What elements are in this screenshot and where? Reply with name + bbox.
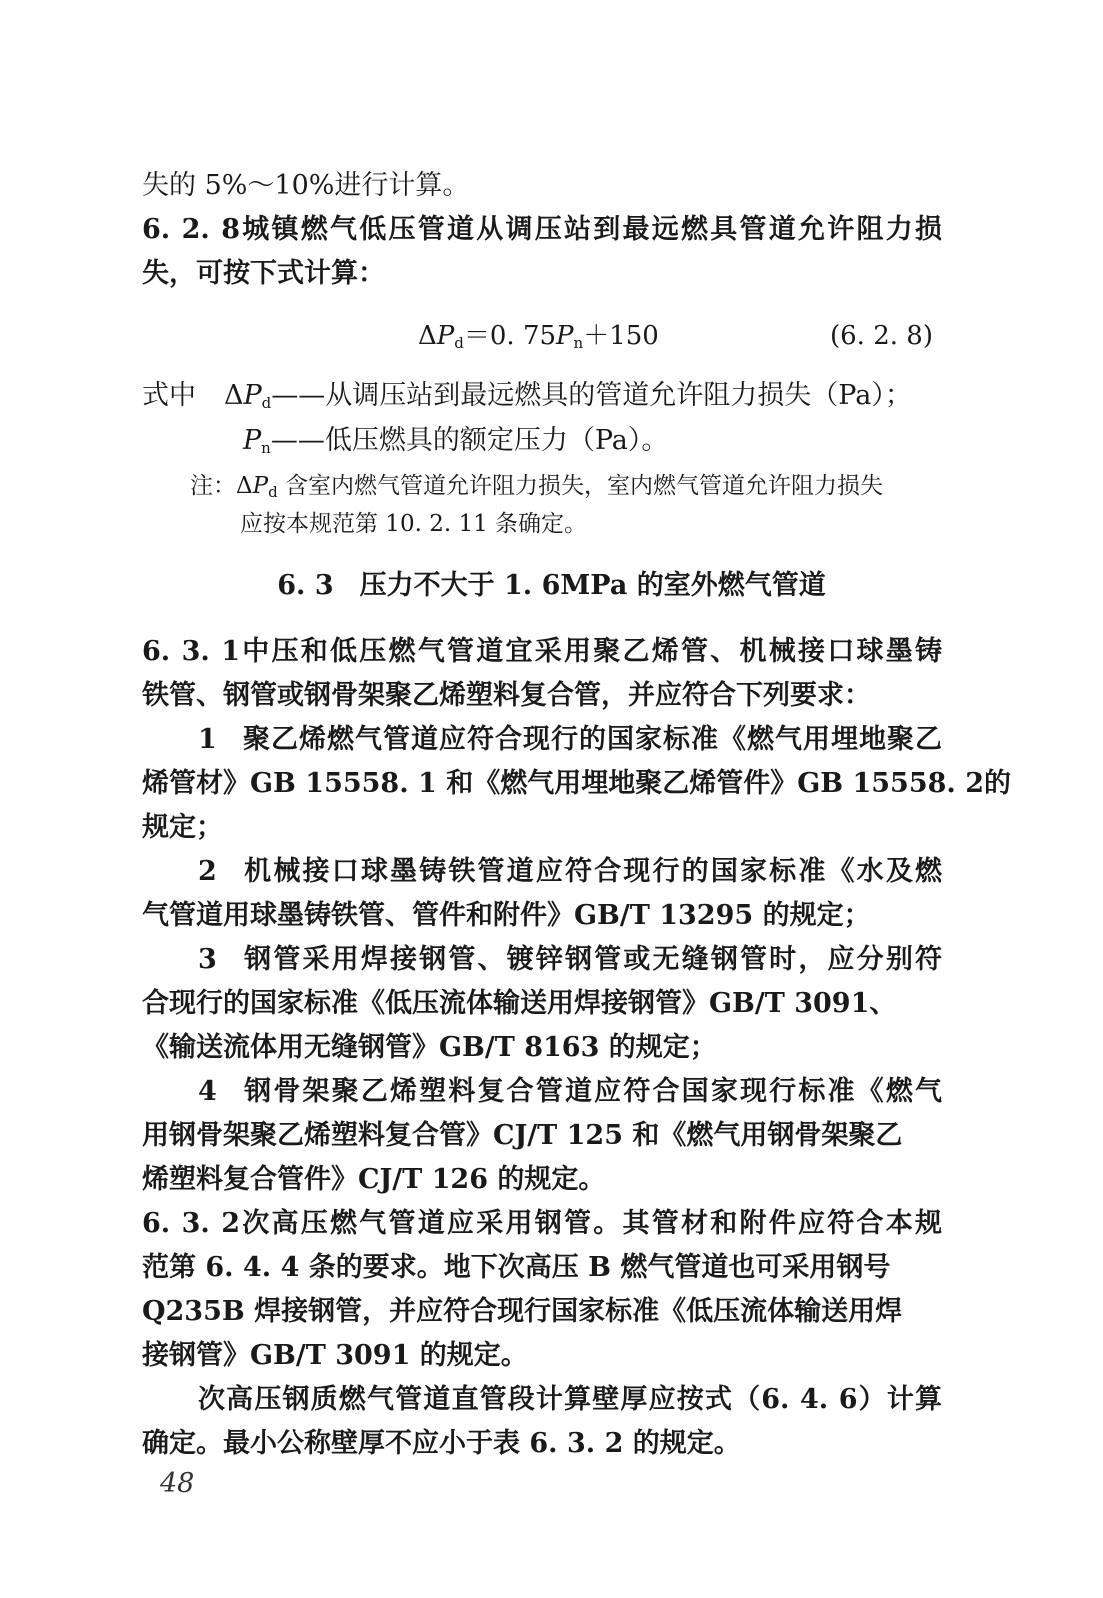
item-2: 2 机械接口球墨铸铁管道应符合现行的国家标准《水及燃 <box>198 856 942 887</box>
text-line: 规定； <box>142 812 223 843</box>
paragraph-line: 次高压钢质燃气管道直管段计算壁厚应按式（6. 4. 6）计算 <box>198 1384 942 1415</box>
where-line-2: $P_n——$低压燃具的额定压力（Pa）。 <box>243 425 669 457</box>
clause-number: 6. 3. 1 <box>142 636 240 667</box>
text-line: 失，可按下式计算： <box>142 258 385 289</box>
heading-title: 压力不大于 1. 6MPa 的室外燃气管道 <box>359 570 826 601</box>
clause-6-3-1: 6. 3. 1中压和低压燃气管道宜采用聚乙烯管、机械接口球墨铸 <box>142 634 942 670</box>
text-line: 接钢管》GB/T 3091 的规定。 <box>142 1340 528 1371</box>
note-line-2: 应按本规范第 10. 2. 11 条确定。 <box>240 511 588 537</box>
definition-pn: ——低压燃具的额定压力（Pa）。 <box>270 425 669 456</box>
text-line: 《输送流体用无缝钢管》GB/T 8163 的规定； <box>142 1032 717 1063</box>
clause-number: 6. 3. 2 <box>142 1208 240 1239</box>
where-lead: 式中 <box>142 380 196 411</box>
note-line-1: 注：$\Delta P_d$ 含室内燃气管道允许阻力损失，室内燃气管道允许阻力损失 <box>190 473 884 501</box>
text-line: 气管道用球墨铸铁管、管件和附件》GB/T 13295 的规定； <box>142 900 871 931</box>
clause-6-2-8 <box>142 212 942 248</box>
text-line: Q235B 焊接钢管，并应符合现行国家标准《低压流体输送用焊 <box>142 1296 903 1327</box>
text-line: 烯塑料复合管件》CJ/T 126 的规定。 <box>142 1164 606 1195</box>
text-line: 失的 5%～10%进行计算。 <box>142 170 470 201</box>
formula-number: (6. 2. 8) <box>830 321 933 351</box>
section-heading-6-3 <box>0 568 1103 604</box>
text-line: 用钢骨架聚乙烯塑料复合管》CJ/T 125 和《燃气用钢骨架聚乙 <box>142 1120 903 1151</box>
item-1: 1 聚乙烯燃气管道应符合现行的国家标准《燃气用埋地聚乙 <box>198 724 942 755</box>
text-line: 范第 6. 4. 4 条的要求。地下次高压 B 燃气管道也可采用钢号 <box>142 1252 891 1283</box>
text-line: 确定。最小公称壁厚不应小于表 6. 3. 2 的规定。 <box>142 1428 741 1459</box>
heading-number: 6. 3 <box>277 570 334 601</box>
note-lead: 注： <box>190 473 236 499</box>
clause-text: 城镇燃气低压管道从调压站到最远燃具管道允许阻力损 <box>240 214 942 245</box>
page-number: 48 <box>160 1468 195 1499</box>
clause-number: 6. 2. 8 <box>142 214 240 245</box>
item-3: 3 钢管采用焊接钢管、镀锌钢管或无缝钢管时，应分别符 <box>198 944 942 975</box>
text-line: 合现行的国家标准《低压流体输送用焊接钢管》GB/T 3091、 <box>142 988 897 1019</box>
formula-6-2-8: $\Delta P_d=0$. $75P_n+150$ <box>418 321 659 352</box>
text-line: 烯管材》GB 15558. 1 和《燃气用埋地聚乙烯管件》GB 15558. 2的 <box>142 768 1011 799</box>
item-4: 4 钢骨架聚乙烯塑料复合管道应符合国家现行标准《燃气 <box>198 1076 942 1107</box>
definition-delta-pd: ——从调压站到最远燃具的管道允许阻力损失（Pa）； <box>271 380 912 411</box>
clause-6-3-2: 6. 3. 2次高压燃气管道应采用钢管。其管材和附件应符合本规 <box>142 1206 942 1242</box>
text-line: 铁管、钢管或钢骨架聚乙烯塑料复合管，并应符合下列要求： <box>142 680 871 711</box>
where-line-1: 式中 $\Delta P_d——$从调压站到最远燃具的管道允许阻力损失（Pa）； <box>142 380 912 412</box>
